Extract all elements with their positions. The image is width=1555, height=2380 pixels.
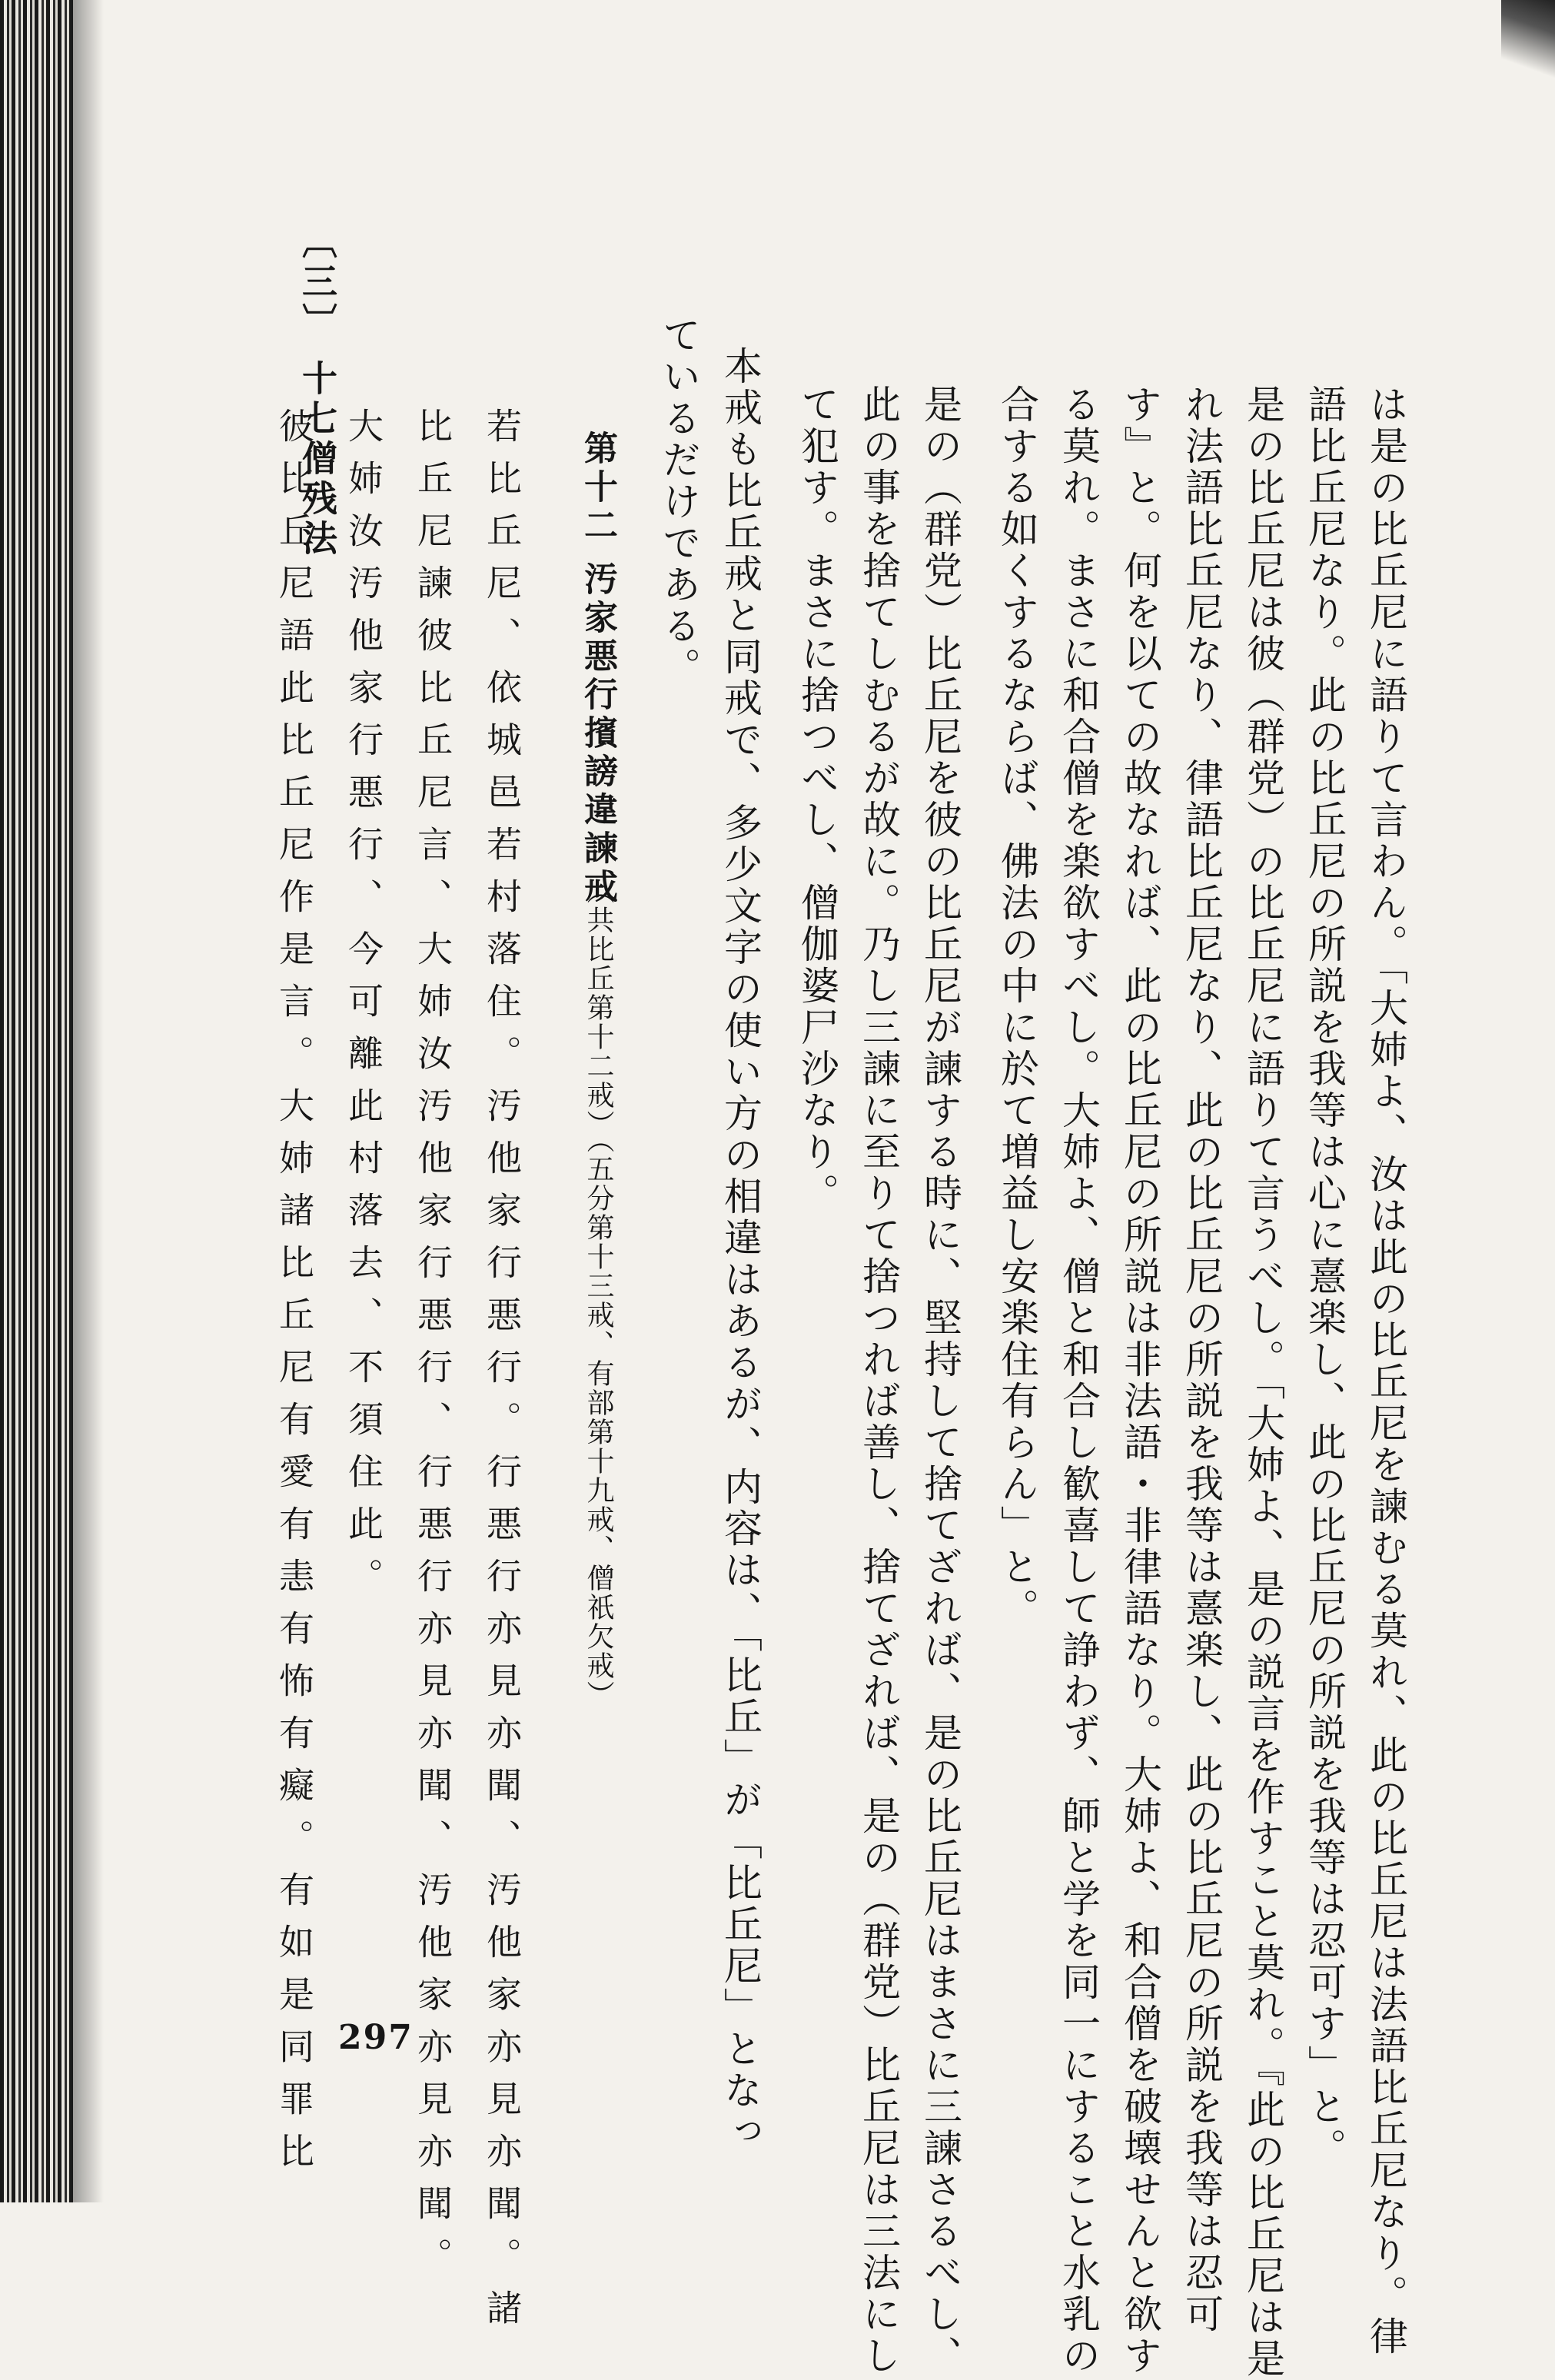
body-line: れ法語比丘尼なり、律語比丘尼なり、此の比丘尼の所説を我等は憙楽し、此の比丘尼の所説を我等は忍可: [1179, 384, 1224, 2335]
page-number: 297: [338, 2018, 414, 2057]
body-line: 語比丘尼なり。此の比丘尼の所説を我等は心に憙楽し、此の比丘尼の所説を我等は忍可す」と。: [1302, 384, 1347, 2169]
body-line: ているだけである。: [656, 315, 701, 689]
gutter-shadow: [73, 0, 104, 2202]
rule-number: 第十二: [578, 430, 617, 546]
rule-note: （共比丘第十二戒）（五分第十三戒、有部第十九戒、僧祇欠戒）: [583, 876, 614, 1710]
book-gutter: [0, 0, 73, 2202]
body-line: 此の事を捨てしむるが故に。乃し三諫に至りて捨つれば善し、捨てざれば、是の（群党）比丘尼は三法にし: [856, 384, 901, 2377]
body-line: て犯す。まさに捨つべし、僧伽婆尸沙なり。: [795, 384, 839, 1215]
section-heading: 〔三〕 十七僧残法: [297, 223, 338, 560]
body-line: 是の（群党）比丘尼を彼の比丘尼が諫する時に、堅持して捨てざれば、是の比丘尼はまさに三諫さるべし、: [918, 384, 962, 2377]
body-line: 是の比丘尼は彼（群党）の比丘尼に語りて言うべし。「大姉よ、是の説言を作すこと莫れ。『此の比丘尼は是: [1241, 384, 1285, 2380]
body-line: す』と。何を以ての故なれば、此の比丘尼の所説は非法語・非律語なり。大姉よ、和合僧を破壊せんと欲す: [1118, 384, 1162, 2377]
kanbun-line: 彼比丘尼語此比丘尼作是言。大姉諸比丘尼有愛有恚有怖有癡。有如是同罪比: [274, 407, 315, 2185]
page-corner-shadow: [1501, 0, 1555, 92]
kanbun-line: 大姉汝汚他家行悪行、今可離此村落去、不須住此。: [343, 407, 384, 1610]
body-line: る莫れ。まさに和合僧を楽欲すべし。大姉よ、僧と和合し歓喜して諍わず、師と学を同一にすること水乳の: [1056, 384, 1101, 2377]
kanbun-line: 比丘尼諫彼比丘尼言、大姉汝汚他家行悪行、行悪行亦見亦聞、汚他家亦見亦聞。: [412, 407, 454, 2289]
body-line: は是の比丘尼に語りて言わん。「大姉よ、汝は此の比丘尼を諫むる莫れ、此の比丘尼は法語比丘尼なり。律: [1364, 384, 1408, 2358]
body-line: 本戒も比丘戒と同戒で、多少文字の使い方の相違はあるが、内容は、「比丘」が「比丘尼」となっ: [718, 346, 763, 2153]
kanbun-line: 若比丘尼、依城邑若村落住。汚他家行悪行。行悪行亦見亦聞、汚他家亦見亦聞。諸: [481, 407, 523, 2342]
rule-title: 汚家悪行擯謗違諫戒: [578, 561, 617, 907]
body-line: 合する如くするならば、佛法の中に於て増益し安楽住有らん」と。: [995, 384, 1039, 1630]
